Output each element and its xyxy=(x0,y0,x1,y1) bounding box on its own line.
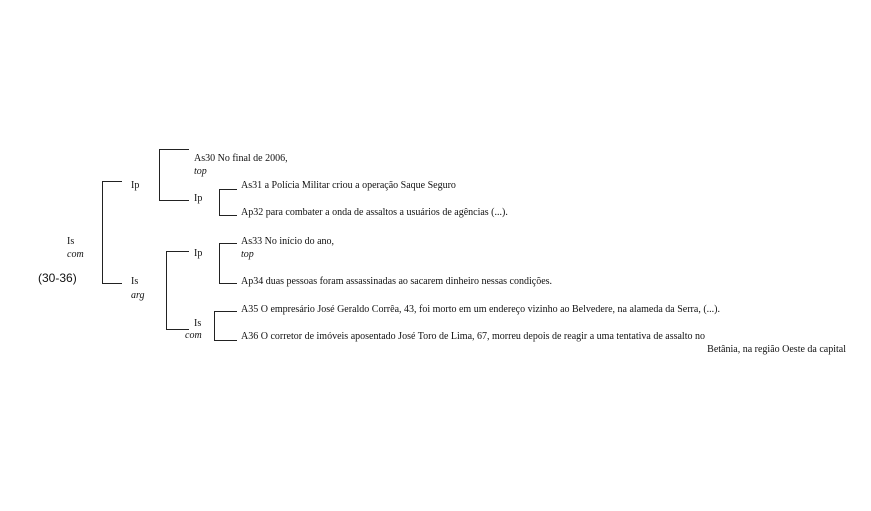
segment-ap34: Ap34 duas pessoas foram assassinadas ao sacarem dinheiro nessas condições. xyxy=(241,276,553,287)
is-arg-relation: arg xyxy=(131,290,145,301)
segment-as33-relation: top xyxy=(241,249,254,260)
segment-a35: A35 O empresário José Geraldo Corrêa, 43, foi morto em um endereço vizinho ao Belvedere, na alameda da Serra, (...). xyxy=(241,304,720,315)
ip-top-label: Ip xyxy=(131,180,140,191)
segment-a36-continuation: Betânia, na região Oeste da capital xyxy=(707,344,846,355)
ip-inner-label: Ip xyxy=(194,193,203,204)
is-com-label: Is xyxy=(194,318,202,329)
segment-as31: As31 a Polícia Militar criou a operação Saque Seguro xyxy=(241,180,456,191)
root-range: (30-36) xyxy=(38,271,77,285)
segment-a36: A36 O corretor de imóveis aposentado José Toro de Lima, 67, morreu depois de reagir a uma tentativa de assalto no xyxy=(241,331,705,342)
is-arg-label: Is xyxy=(131,276,139,287)
segment-as30: As30 No final de 2006, xyxy=(194,153,288,164)
root-label: Is xyxy=(67,236,75,247)
root-relation: com xyxy=(67,249,84,260)
is-com-relation: com xyxy=(185,330,202,341)
ip-arg-label: Ip xyxy=(194,248,203,259)
segment-as30-relation: top xyxy=(194,166,207,177)
segment-ap32: Ap32 para combater a onda de assaltos a usuários de agências (...). xyxy=(241,207,508,218)
segment-as33: As33 No início do ano, xyxy=(241,236,335,247)
